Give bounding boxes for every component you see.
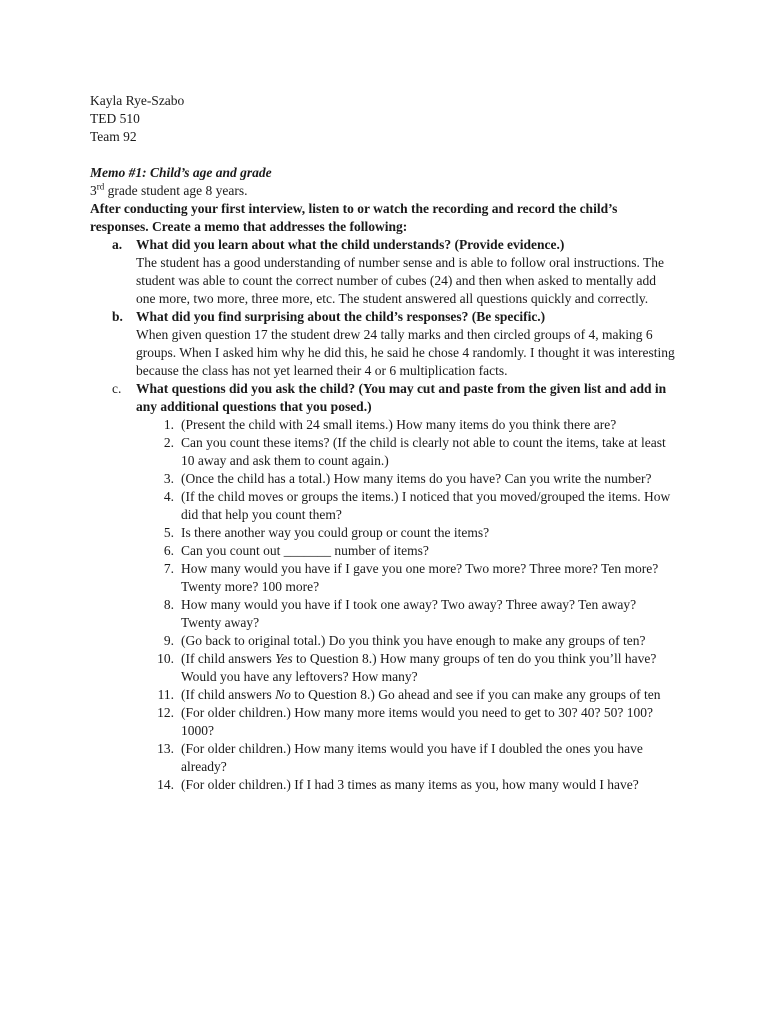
list-item xyxy=(90,632,678,650)
list-item xyxy=(90,704,678,740)
list-item xyxy=(90,560,678,596)
item-number: 13. xyxy=(157,741,174,756)
question-answer: When given question 17 the student drew 24 tally marks and then circled groups of 4, making 6 groups. When I asked him why he did this, he said he chose 4 randomly. I thought it was interesting because the class has not yet learned their 4 or 6 multiplication facts. xyxy=(136,327,675,378)
item-number: 12. xyxy=(157,705,174,720)
memo-title: Memo #1: Child’s age and grade xyxy=(90,165,272,180)
item-number: 8. xyxy=(163,597,174,612)
item-text-emphasis: No xyxy=(275,687,291,702)
item-text: (Go back to original total.) Do you think you have enough to make any groups of ten? xyxy=(181,633,646,648)
question-marker: b. xyxy=(112,309,123,324)
item-number: 9. xyxy=(163,633,174,648)
spacer xyxy=(90,146,678,164)
list-item xyxy=(90,488,678,524)
memo-instructions: After conducting your first interview, listen to or watch the recording and record the child’s responses. Create a memo that addresses the following: xyxy=(90,201,618,234)
grade-ordinal: 3 xyxy=(90,183,97,198)
item-text: (For older children.) If I had 3 times as many items as you, how many would I have? xyxy=(181,777,639,792)
question-prompt: What did you find surprising about the child’s responses? (Be specific.) xyxy=(136,309,546,324)
course-code: TED 510 xyxy=(90,111,140,126)
question-c xyxy=(90,380,678,416)
item-text-post: to Question 8.) How many groups of ten do you think you’ll have? Would you have any leftovers? How many? xyxy=(181,651,657,684)
item-text-pre: (If child answers xyxy=(181,651,276,666)
author-name: Kayla Rye-Szabo xyxy=(90,93,185,108)
item-number: 10. xyxy=(157,651,174,666)
team-number: Team 92 xyxy=(90,129,137,144)
list-item xyxy=(90,524,678,542)
list-item xyxy=(90,776,678,794)
item-text: Can you count these items? (If the child is clearly not able to count the items, take at least 10 away and ask them to count again.) xyxy=(181,435,666,468)
item-number: 3. xyxy=(163,471,174,486)
question-b xyxy=(90,308,678,380)
item-text: Can you count out _______ number of items? xyxy=(181,543,429,558)
question-marker: a. xyxy=(112,237,123,252)
question-marker: c. xyxy=(112,381,122,396)
item-text-emphasis: Yes xyxy=(275,651,293,666)
list-item xyxy=(90,416,678,434)
question-prompt: What questions did you ask the child? (You may cut and paste from the given list and add in any additional questions that you posed.) xyxy=(136,381,667,414)
item-text: How many would you have if I took one away? Two away? Three away? Ten away? Twenty away? xyxy=(181,597,637,630)
item-number: 14. xyxy=(157,777,174,792)
list-item xyxy=(90,740,678,776)
item-text: How many would you have if I gave you one more? Two more? Three more? Ten more? Twenty more? 100 more? xyxy=(181,561,659,594)
item-text: (Present the child with 24 small items.) How many items do you think there are? xyxy=(181,417,617,432)
question-prompt: What did you learn about what the child understands? (Provide evidence.) xyxy=(136,237,565,252)
item-text: (If the child moves or groups the items.) I noticed that you moved/grouped the items. How did that help you count them? xyxy=(181,489,671,522)
list-item xyxy=(90,470,678,488)
item-number: 4. xyxy=(163,489,174,504)
question-answer: The student has a good understanding of number sense and is able to follow oral instructions. The student was able to count the correct number of cubes (24) and then when asked to mentally add one more, two more, three more, etc. The student answered all questions quickly and correctly. xyxy=(136,255,665,306)
item-text-pre: (If child answers xyxy=(181,687,276,702)
list-item xyxy=(90,650,678,686)
grade-line xyxy=(90,182,678,200)
grade-superscript: rd xyxy=(96,181,105,192)
item-number: 7. xyxy=(163,561,174,576)
item-text: Is there another way you could group or count the items? xyxy=(181,525,490,540)
question-list xyxy=(90,236,678,416)
list-item xyxy=(90,542,678,560)
item-text-post: to Question 8.) Go ahead and see if you can make any groups of ten xyxy=(290,687,661,702)
child-question-list xyxy=(90,416,678,794)
item-number: 5. xyxy=(163,525,174,540)
item-number: 2. xyxy=(163,435,174,450)
list-item xyxy=(90,686,678,704)
list-item xyxy=(90,596,678,632)
list-item xyxy=(90,434,678,470)
item-number: 11. xyxy=(157,687,174,702)
item-text: (Once the child has a total.) How many items do you have? Can you write the number? xyxy=(181,471,652,486)
grade-rest: grade student age 8 years. xyxy=(104,183,248,198)
item-number: 1. xyxy=(163,417,174,432)
item-number: 6. xyxy=(163,543,174,558)
item-text: (For older children.) How many items would you have if I doubled the ones you have already? xyxy=(181,741,643,774)
item-text: (For older children.) How many more items would you need to get to 30? 40? 50? 100? 1000? xyxy=(181,705,654,738)
question-a xyxy=(90,236,678,308)
